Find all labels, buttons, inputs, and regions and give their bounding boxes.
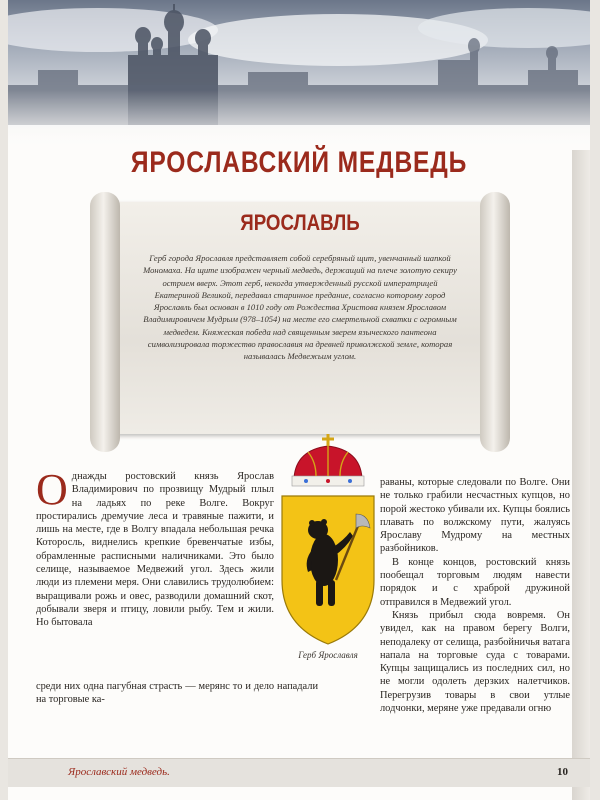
scroll-title: ЯРОСЛАВЛЬ xyxy=(240,210,360,235)
article-left-column xyxy=(36,465,274,630)
church-domes-icon xyxy=(8,0,590,150)
article-right-column xyxy=(380,476,570,715)
yaroslavl-coat-of-arms-icon xyxy=(276,430,380,660)
page-number: 10 xyxy=(557,766,568,778)
parchment-scroll xyxy=(90,192,510,454)
crown-icon xyxy=(292,434,364,486)
scroll-text: Герб города Ярославля представляет собой серебряный щит, увенчанный шапкой Мономаха. На щите изображен черный медведь, держащий на плече золотую секиру острием вверх. Этот герб, некогда утвержденный русской императрицей Екатериной Великой, передавал старинное предание, согласно которому город Ярославль был основан в 1010 году от Рождества Христова князем Ярославом Владимировичем Мудрым (978–1054) на месте его смертельной схватки с огромным медведем. Княжеская победа над священным зверем языческого пантеона символизировала торжество православия на древней приволжской земле, которая называлась Медвежьим углом. xyxy=(143,253,457,362)
paragraph: Князь прибыл сюда вовремя. Он увидел, как на правом берегу Волги, неподалеку от селища, разбойничья ватага напала на торговые суда с товарами. Купцы защищались из последних сил, но не могли одолеть дерзких налетчиков. Перегрузив товары в свои утлые лодчонки, меряне уже предавали огню xyxy=(380,609,570,715)
page-footer xyxy=(8,758,590,787)
running-title: Ярославский медведь. xyxy=(68,766,170,778)
drop-cap: О xyxy=(36,465,68,514)
kremlin-banner-illustration xyxy=(8,0,590,150)
scroll-roll-left xyxy=(90,192,120,452)
article-left-text: днажды ростовский князь Ярослав Владимирович по прозвищу Мудрый плыл на ладьях по реке Волге. Вокруг простирались дремучие леса и травяные пажити, и лишь на месте, где в Волгу впадала небольшая речка Которосль, виднелись крепкие бревенчатые избы, обрамленные расписными наличниками. Это было селище, называемое Медвежий угол. Здесь жили люди из племени меря. Они славились трудолюбием: выращивали рожь и овес, разводили домашний скот, добывали зверя и птицу, ловили рыбу. Тем и жили. Но бытовала xyxy=(36,471,274,629)
article-bottom-left-text: среди них одна пагубная страсть — мерянс то и дело нападали на торговые ка- xyxy=(36,681,318,706)
page-title: ЯРОСЛАВСКИЙ МЕДВЕДЬ xyxy=(130,146,468,179)
scroll-roll-right xyxy=(480,192,510,452)
book-page xyxy=(8,0,590,800)
paragraph: В конце концов, ростовский князь пообещал торговым людям навести порядок и с храброй дружиной отправился в Медвежий угол. xyxy=(380,556,570,608)
crest-caption: Герб Ярославля xyxy=(298,650,358,660)
paragraph: раваны, которые следовали по Волге. Они не только грабили несчастных купцов, но порой жестоко убивали их. Купцы боялись плавать по волжскому пути, жалуясь Ярославу Мудрому на местных разбойников. xyxy=(380,477,570,555)
